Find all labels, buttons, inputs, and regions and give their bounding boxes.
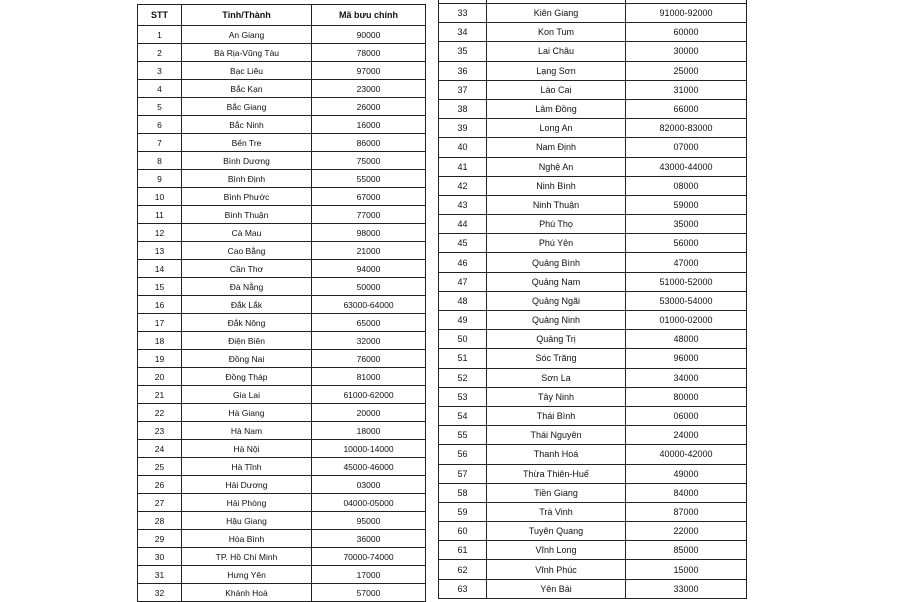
cell-postal: 84000 (626, 483, 747, 502)
cell-postal: 91000-92000 (626, 4, 747, 23)
table-row (439, 464, 747, 483)
table-row (439, 99, 747, 118)
cell-province: Kon Tum (487, 23, 626, 42)
cell-stt: 54 (439, 406, 487, 425)
cell-province: Sơn La (487, 368, 626, 387)
header-stt: STT (138, 5, 182, 26)
cell-postal: 70000-74000 (312, 548, 426, 566)
cell-postal: 45000-46000 (312, 458, 426, 476)
table-row (138, 422, 426, 440)
cell-postal: 56000 (626, 234, 747, 253)
cell-postal: 10000-14000 (312, 440, 426, 458)
cell-province: Ninh Bình (487, 176, 626, 195)
cell-stt: 45 (439, 234, 487, 253)
cell-province: Thái Bình (487, 406, 626, 425)
postal-code-table-right (438, 0, 747, 599)
cell-stt: 1 (138, 26, 182, 44)
cell-postal: 32000 (312, 332, 426, 350)
table-row (439, 4, 747, 23)
cell-stt: 49 (439, 311, 487, 330)
cell-postal: 07000 (626, 138, 747, 157)
table-row (138, 170, 426, 188)
cell-province: Bình Thuận (182, 206, 312, 224)
cell-province: Quảng Bình (487, 253, 626, 272)
cell-stt: 50 (439, 330, 487, 349)
table-row (439, 61, 747, 80)
cell-postal: 80000 (626, 387, 747, 406)
cell-postal: 51000-52000 (626, 272, 747, 291)
cell-postal: 18000 (312, 422, 426, 440)
cell-province: Bà Rịa-Vũng Tàu (182, 44, 312, 62)
cell-postal: 35000 (626, 215, 747, 234)
cell-province: Vĩnh Phúc (487, 560, 626, 579)
cell-province: Trà Vinh (487, 502, 626, 521)
cell-province: An Giang (182, 26, 312, 44)
cell-province: Hải Dương (182, 476, 312, 494)
table-row (439, 330, 747, 349)
cell-stt: 60 (439, 522, 487, 541)
cell-stt: 21 (138, 386, 182, 404)
cell-province: Hà Giang (182, 404, 312, 422)
cell-stt: 37 (439, 80, 487, 99)
cell-province: Đà Nẵng (182, 278, 312, 296)
cell-stt: 4 (138, 80, 182, 98)
cell-postal: 33000 (626, 579, 747, 598)
cell-province: Lạng Sơn (487, 61, 626, 80)
cell-province: Bắc Giang (182, 98, 312, 116)
cell-province: Thái Nguyên (487, 426, 626, 445)
table-row (138, 440, 426, 458)
cell-stt: 28 (138, 512, 182, 530)
cell-stt: 14 (138, 260, 182, 278)
cell-postal: 66000 (626, 99, 747, 118)
cell-postal: 77000 (312, 206, 426, 224)
cell-province: TP. Hồ Chí Minh (182, 548, 312, 566)
cell-postal: 75000 (312, 152, 426, 170)
cell-province: Vĩnh Long (487, 541, 626, 560)
cell-province: Bạc Liêu (182, 62, 312, 80)
cell-stt: 53 (439, 387, 487, 406)
table-row (138, 188, 426, 206)
cell-province: Gia Lai (182, 386, 312, 404)
cell-stt: 6 (138, 116, 182, 134)
cell-postal: 60000 (626, 23, 747, 42)
cell-province: Hưng Yên (182, 566, 312, 584)
cell-postal: 47000 (626, 253, 747, 272)
cell-province: Điện Biên (182, 332, 312, 350)
table-row (138, 548, 426, 566)
cell-stt: 56 (439, 445, 487, 464)
cell-postal: 97000 (312, 62, 426, 80)
table-row (138, 512, 426, 530)
cell-stt: 31 (138, 566, 182, 584)
table-row (138, 260, 426, 278)
table-row (138, 26, 426, 44)
cell-stt: 40 (439, 138, 487, 157)
table-row (138, 458, 426, 476)
cell-stt: 2 (138, 44, 182, 62)
cell-stt: 24 (138, 440, 182, 458)
cell-stt: 19 (138, 350, 182, 368)
table-row (439, 157, 747, 176)
cell-postal: 48000 (626, 330, 747, 349)
cell-postal: 81000 (312, 368, 426, 386)
cell-stt: 25 (138, 458, 182, 476)
cell-stt: 34 (439, 23, 487, 42)
table-row (138, 350, 426, 368)
cell-postal: 43000-44000 (626, 157, 747, 176)
table-row (138, 134, 426, 152)
table-row (138, 566, 426, 584)
cell-province: Bình Dương (182, 152, 312, 170)
table-row (439, 253, 747, 272)
cell-province: Hậu Giang (182, 512, 312, 530)
cell-stt: 13 (138, 242, 182, 260)
table-row (439, 387, 747, 406)
cell-postal: 90000 (312, 26, 426, 44)
cell-stt: 41 (439, 157, 487, 176)
cell-postal: 57000 (312, 584, 426, 602)
cell-province: Ninh Thuận (487, 195, 626, 214)
table-row (439, 522, 747, 541)
table-row (439, 541, 747, 560)
cell-postal: 53000-54000 (626, 291, 747, 310)
cell-province: Cần Thơ (182, 260, 312, 278)
cell-postal: 63000-64000 (312, 296, 426, 314)
cell-province: Kiên Giang (487, 4, 626, 23)
cell-stt: 10 (138, 188, 182, 206)
cell-province: Hà Nội (182, 440, 312, 458)
table-row (138, 332, 426, 350)
cell-postal: 21000 (312, 242, 426, 260)
table-row (138, 98, 426, 116)
cell-postal: 34000 (626, 368, 747, 387)
cell-province: Quảng Nam (487, 272, 626, 291)
cell-stt: 35 (439, 42, 487, 61)
cell-province: Khánh Hoà (182, 584, 312, 602)
cell-province: Long An (487, 119, 626, 138)
cell-postal: 15000 (626, 560, 747, 579)
cell-province: Đắk Nông (182, 314, 312, 332)
table-row (439, 426, 747, 445)
cell-province: Lào Cai (487, 80, 626, 99)
cell-province: Đắk Lắk (182, 296, 312, 314)
cell-postal: 95000 (312, 512, 426, 530)
cell-stt: 46 (439, 253, 487, 272)
cell-stt: 36 (439, 61, 487, 80)
cell-province: Phú Yên (487, 234, 626, 253)
cell-province: Tuyên Quang (487, 522, 626, 541)
cell-stt: 44 (439, 215, 487, 234)
table-row (439, 311, 747, 330)
table-row (138, 314, 426, 332)
cell-postal: 04000-05000 (312, 494, 426, 512)
cell-stt: 42 (439, 176, 487, 195)
cell-postal: 76000 (312, 350, 426, 368)
cell-postal: 36000 (312, 530, 426, 548)
cell-postal: 17000 (312, 566, 426, 584)
table-row (138, 530, 426, 548)
cell-postal: 40000-42000 (626, 445, 747, 464)
table-row (439, 195, 747, 214)
cell-stt: 57 (439, 464, 487, 483)
table-row (439, 215, 747, 234)
cell-province: Bắc Kạn (182, 80, 312, 98)
cell-province: Lâm Đồng (487, 99, 626, 118)
cell-stt: 23 (138, 422, 182, 440)
cell-postal: 26000 (312, 98, 426, 116)
cell-province: Nam Định (487, 138, 626, 157)
cell-postal: 50000 (312, 278, 426, 296)
table-row (439, 483, 747, 502)
cell-province: Thừa Thiên-Huế (487, 464, 626, 483)
table-row (439, 23, 747, 42)
cell-stt: 15 (138, 278, 182, 296)
cell-postal: 06000 (626, 406, 747, 425)
table-row (138, 404, 426, 422)
cell-postal: 20000 (312, 404, 426, 422)
cell-stt: 62 (439, 560, 487, 579)
cell-postal: 30000 (626, 42, 747, 61)
cell-postal: 96000 (626, 349, 747, 368)
cell-postal: 24000 (626, 426, 747, 445)
cell-province: Tiền Giang (487, 483, 626, 502)
table-row (439, 138, 747, 157)
table-row (138, 368, 426, 386)
cell-postal: 65000 (312, 314, 426, 332)
postal-code-table-left (137, 4, 426, 602)
table-row (439, 368, 747, 387)
cell-province: Phú Thọ (487, 215, 626, 234)
cell-stt: 17 (138, 314, 182, 332)
table-row (439, 349, 747, 368)
cell-postal: 01000-02000 (626, 311, 747, 330)
cell-postal: 78000 (312, 44, 426, 62)
cell-province: Lai Châu (487, 42, 626, 61)
table-row (439, 42, 747, 61)
left-table-body (138, 26, 426, 602)
cell-province: Quảng Trị (487, 330, 626, 349)
header-province: Tỉnh/Thành (182, 5, 312, 26)
cell-province: Đồng Nai (182, 350, 312, 368)
cell-stt: 63 (439, 579, 487, 598)
table-row (138, 494, 426, 512)
cell-postal: 98000 (312, 224, 426, 242)
cell-province: Yên Bái (487, 579, 626, 598)
cell-province: Quảng Ngãi (487, 291, 626, 310)
right-table-body (439, 0, 747, 598)
cell-province: Cao Bằng (182, 242, 312, 260)
table-row (439, 234, 747, 253)
cell-province: Hòa Bình (182, 530, 312, 548)
cell-stt: 32 (138, 584, 182, 602)
cell-postal: 82000-83000 (626, 119, 747, 138)
cell-province: Bình Định (182, 170, 312, 188)
table-row (138, 44, 426, 62)
table-row (138, 476, 426, 494)
cell-stt: 58 (439, 483, 487, 502)
cell-stt: 33 (439, 4, 487, 23)
table-row (439, 560, 747, 579)
table-row (439, 119, 747, 138)
table-row (138, 278, 426, 296)
table-header-row (138, 5, 426, 26)
cell-postal: 23000 (312, 80, 426, 98)
cell-province: Bình Phước (182, 188, 312, 206)
table-row (138, 242, 426, 260)
cell-postal: 61000-62000 (312, 386, 426, 404)
cell-postal: 87000 (626, 502, 747, 521)
header-postal-code: Mã bưu chính (312, 5, 426, 26)
table-row (439, 445, 747, 464)
cell-stt: 51 (439, 349, 487, 368)
cell-stt: 26 (138, 476, 182, 494)
cell-stt: 52 (439, 368, 487, 387)
cell-province: Tây Ninh (487, 387, 626, 406)
cell-stt: 39 (439, 119, 487, 138)
cell-stt: 61 (439, 541, 487, 560)
cell-postal: 67000 (312, 188, 426, 206)
table-row (138, 116, 426, 134)
cell-stt: 12 (138, 224, 182, 242)
cell-province: Sóc Trăng (487, 349, 626, 368)
table-row (138, 296, 426, 314)
cell-stt: 59 (439, 502, 487, 521)
cell-postal: 16000 (312, 116, 426, 134)
cell-stt: 27 (138, 494, 182, 512)
cell-province: Thanh Hoá (487, 445, 626, 464)
cell-postal: 49000 (626, 464, 747, 483)
table-row (138, 206, 426, 224)
cell-province: Đồng Tháp (182, 368, 312, 386)
table-row (138, 152, 426, 170)
table-row (439, 176, 747, 195)
cell-stt: 3 (138, 62, 182, 80)
cell-stt: 43 (439, 195, 487, 214)
table-row (439, 502, 747, 521)
cell-stt: 18 (138, 332, 182, 350)
cell-postal: 94000 (312, 260, 426, 278)
table-row (439, 272, 747, 291)
cell-stt: 38 (439, 99, 487, 118)
cell-postal: 08000 (626, 176, 747, 195)
cell-postal: 85000 (626, 541, 747, 560)
table-row (138, 62, 426, 80)
table-row (439, 291, 747, 310)
cell-stt: 9 (138, 170, 182, 188)
cell-postal: 55000 (312, 170, 426, 188)
cell-postal: 22000 (626, 522, 747, 541)
cell-stt: 7 (138, 134, 182, 152)
table-row (439, 579, 747, 598)
cell-stt: 29 (138, 530, 182, 548)
cell-postal: 31000 (626, 80, 747, 99)
cell-province: Cà Mau (182, 224, 312, 242)
table-row (439, 406, 747, 425)
cell-province: Nghệ An (487, 157, 626, 176)
cell-stt: 11 (138, 206, 182, 224)
cell-stt: 22 (138, 404, 182, 422)
table-row (138, 386, 426, 404)
cell-stt: 8 (138, 152, 182, 170)
cell-province: Quảng Ninh (487, 311, 626, 330)
cell-province: Hà Tĩnh (182, 458, 312, 476)
cell-postal: 25000 (626, 61, 747, 80)
cell-stt: 55 (439, 426, 487, 445)
cell-stt: 48 (439, 291, 487, 310)
cell-stt: 20 (138, 368, 182, 386)
cell-stt: 16 (138, 296, 182, 314)
cell-stt: 5 (138, 98, 182, 116)
cell-province: Hà Nam (182, 422, 312, 440)
cell-postal: 03000 (312, 476, 426, 494)
cell-postal: 59000 (626, 195, 747, 214)
table-row (138, 80, 426, 98)
table-row (439, 80, 747, 99)
cell-province: Bến Tre (182, 134, 312, 152)
table-row (138, 224, 426, 242)
cell-province: Bắc Ninh (182, 116, 312, 134)
cell-stt: 30 (138, 548, 182, 566)
cell-province: Hải Phòng (182, 494, 312, 512)
table-row (138, 584, 426, 602)
cell-postal: 86000 (312, 134, 426, 152)
cell-stt: 47 (439, 272, 487, 291)
